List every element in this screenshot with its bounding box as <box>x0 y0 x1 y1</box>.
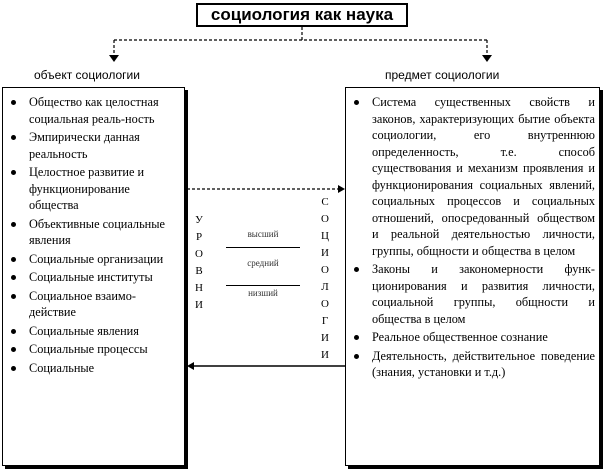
levels-vertical-label: У Р О В Н И <box>195 214 203 311</box>
bullet-icon <box>11 329 16 334</box>
object-box <box>2 87 185 466</box>
bullet-icon <box>354 354 359 359</box>
bullet-icon <box>11 275 16 280</box>
bullet-icon <box>11 294 16 299</box>
bullet-icon <box>354 335 359 340</box>
bullet-icon <box>11 100 16 105</box>
object-item: Социальные институты <box>9 269 180 286</box>
divider-upper <box>226 247 300 248</box>
object-heading: объект социологии <box>34 68 140 82</box>
subject-box <box>345 87 600 466</box>
diagram-title: социология как наука <box>196 3 408 27</box>
object-item: Общество как целостная социальная реаль-ность <box>9 94 180 127</box>
subject-item: Деятельность, действительное поведение (знания, установки и т.д.) <box>352 348 595 381</box>
object-list <box>3 88 184 376</box>
subject-item: Законы и закономерности функ-ционирования и развития личности, социальной группы, общности и общества в целом <box>352 261 595 327</box>
bullet-icon <box>11 366 16 371</box>
object-item: Объективные социальные явления <box>9 216 180 249</box>
level-lower: низший <box>248 288 278 298</box>
divider-lower <box>226 285 300 286</box>
object-item: Социальные процессы <box>9 341 180 358</box>
bullet-icon <box>11 170 16 175</box>
bullet-icon <box>11 347 16 352</box>
bullet-icon <box>11 257 16 262</box>
object-item: Социальные <box>9 360 180 377</box>
bullet-icon <box>354 100 359 105</box>
subject-heading: предмет социологии <box>385 68 500 82</box>
arrow-left-down <box>109 55 119 62</box>
subject-item: Система существенных свойств и законов, характеризующих бытие объекта социологии, его внутреннюю определенность, т.е. способ существования и механизм проявления и функционирования социальных явлений, социальных процессов и социальных отношений, опосредованный обществом и реальной деятельностью личности, группы, общности и общества в целом <box>352 94 595 259</box>
bullet-icon <box>11 135 16 140</box>
arrow-right-head <box>338 185 345 193</box>
object-item: Социальные организации <box>9 251 180 268</box>
sociology-vertical-label: С О Ц И О Л О Г И И <box>321 196 329 361</box>
level-middle: средний <box>247 258 279 268</box>
bullet-icon <box>354 267 359 272</box>
level-upper: высший <box>247 229 279 239</box>
object-item: Социальное взаимо-действие <box>9 288 180 321</box>
object-item: Социальные явления <box>9 323 180 340</box>
subject-list <box>346 88 599 381</box>
bullet-icon <box>11 222 16 227</box>
object-item: Эмпирически данная реальность <box>9 129 180 162</box>
object-item: Целостное развитие и функционирование общества <box>9 164 180 214</box>
subject-item: Реальное общественное сознание <box>352 329 595 346</box>
arrow-right-down <box>482 55 492 62</box>
